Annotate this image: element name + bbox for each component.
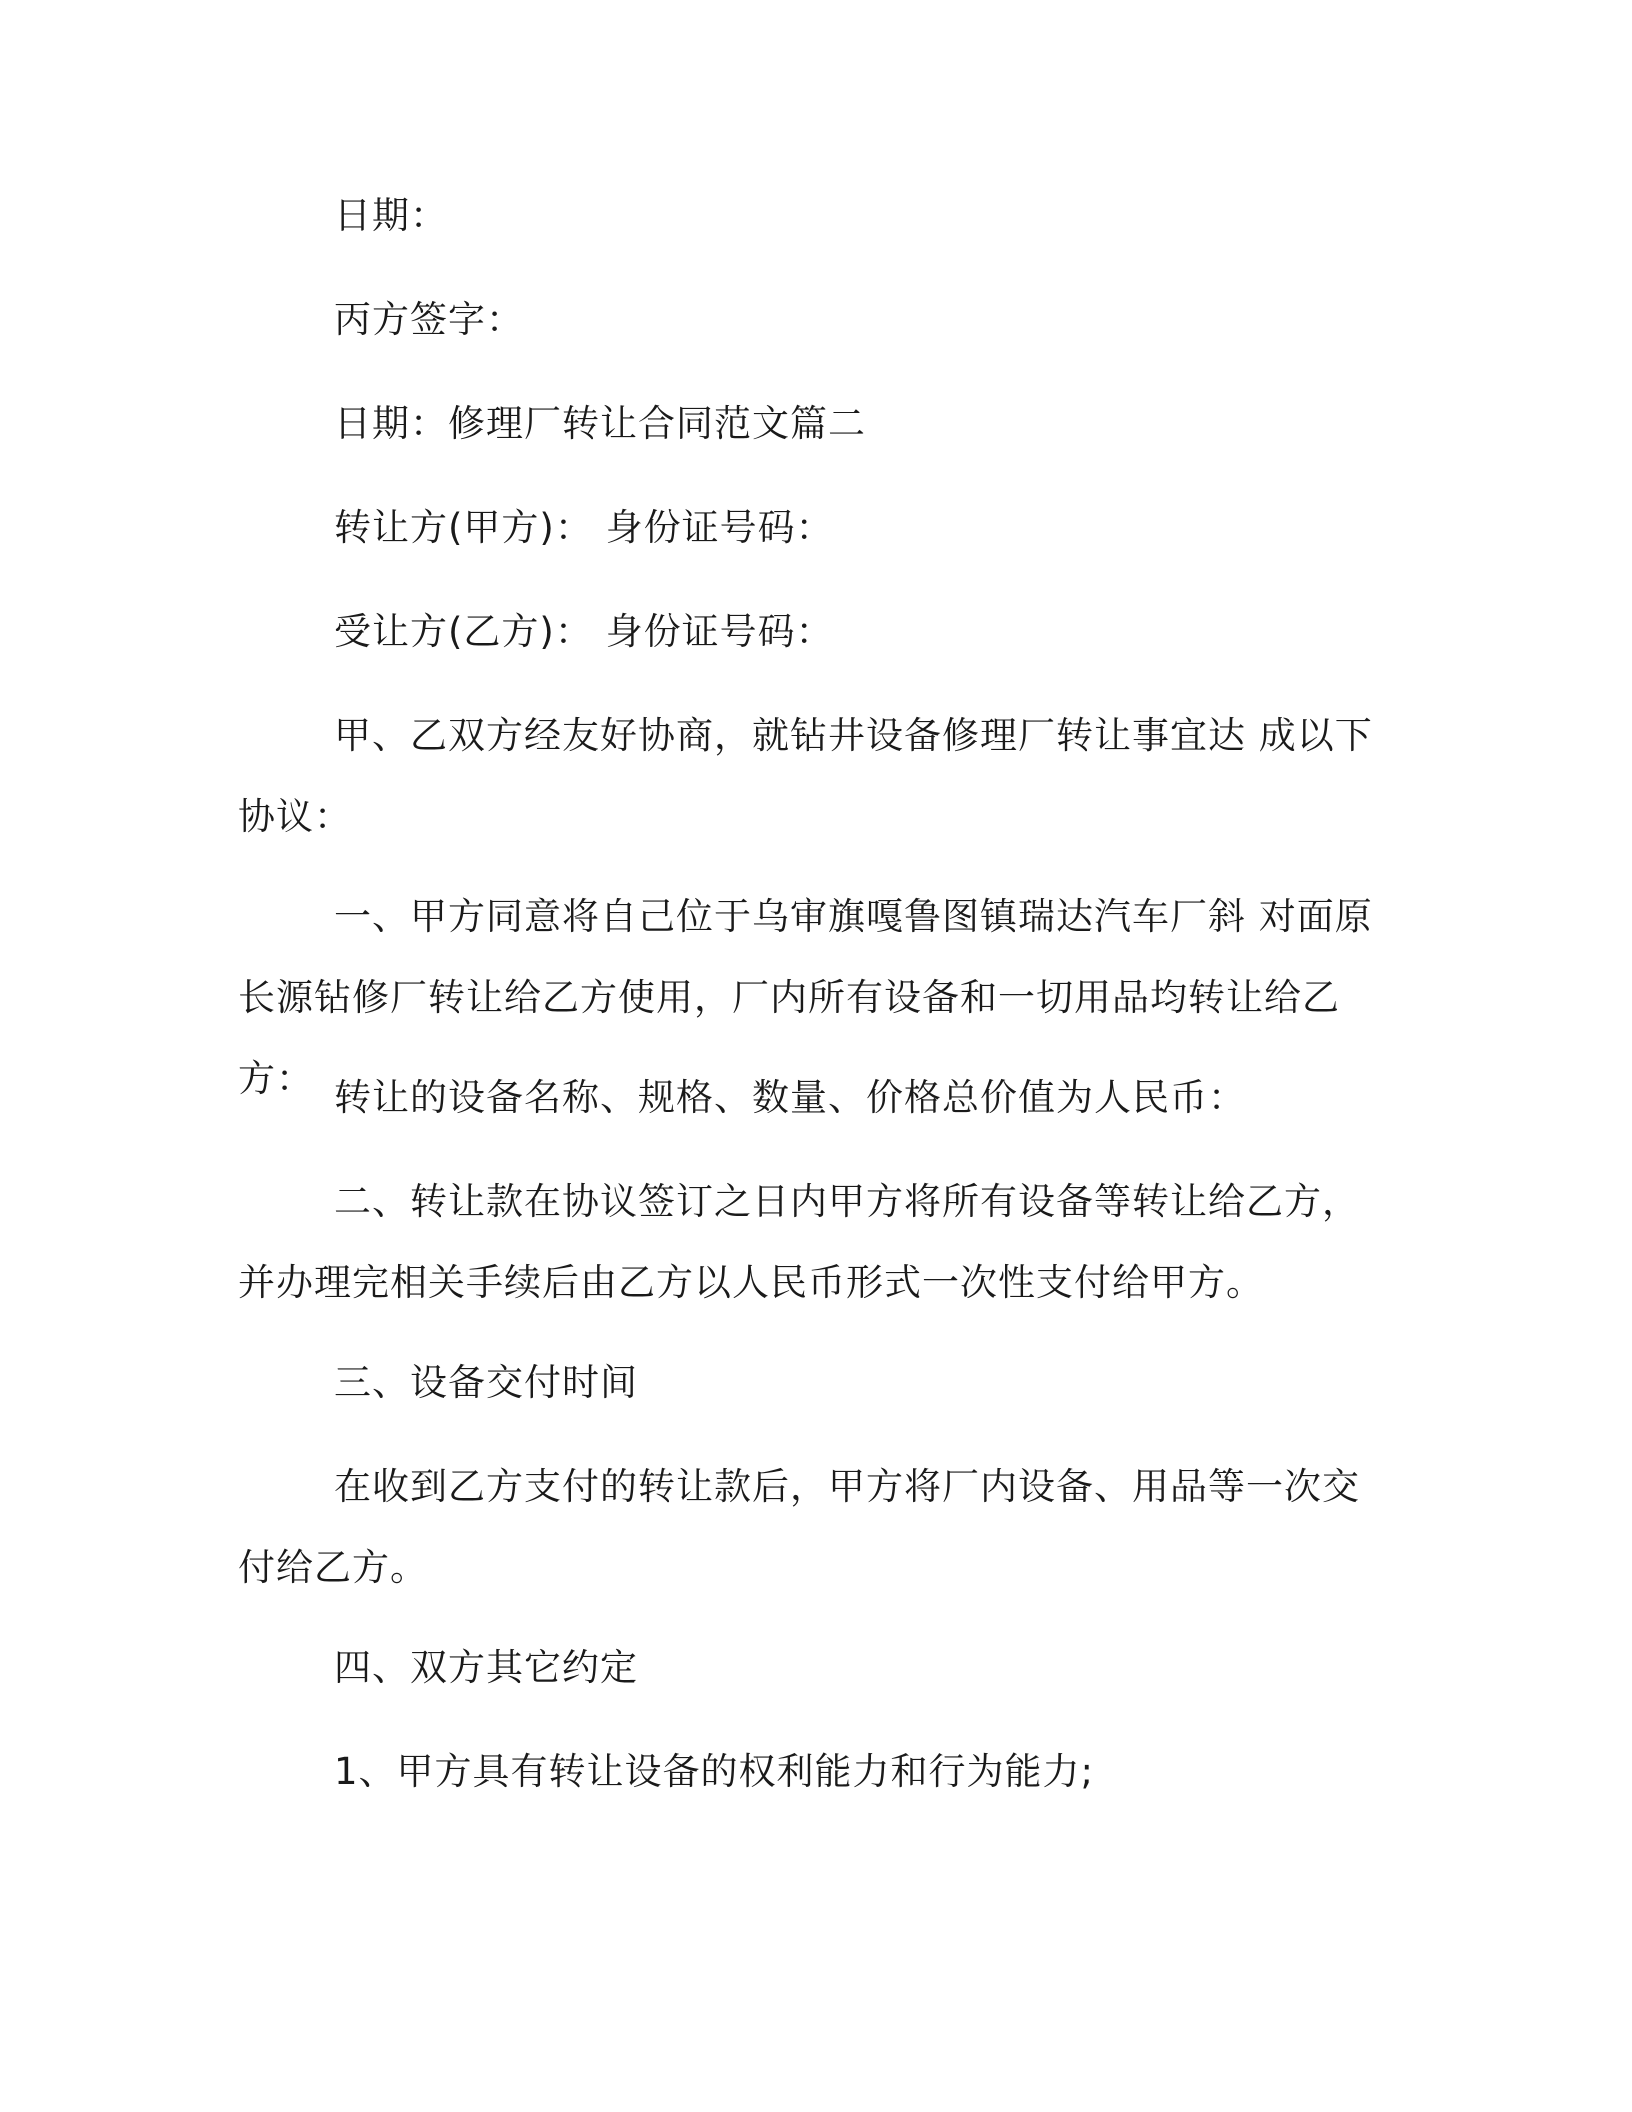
clause-4-heading: 四、双方其它约定 (334, 1646, 638, 1689)
transferee-line: 受让方(乙方)： 身份证号码： (334, 610, 834, 653)
clause-4-item-1: 1、甲方具有转让设备的权利能力和行为能力; (334, 1750, 1095, 1793)
date-line-1: 日期： (334, 194, 448, 237)
equipment-value-paragraph: 转让的设备名称、规格、数量、价格总价值为人民币： (334, 1076, 1246, 1119)
date-title-line: 日期：修理厂转让合同范文篇二 (334, 402, 866, 445)
clause-2-paragraph: 二、转让款在协议签订之日内甲方将所有设备等转让给乙方，并办理完相关手续后由乙方以人民币形式一次性支付给甲方。 (238, 1180, 1360, 1304)
preamble-paragraph: 甲、乙双方经友好协商，就钻井设备修理厂转让事宜达 成以下协议： (238, 714, 1373, 838)
delivery-paragraph: 在收到乙方支付的转让款后，甲方将厂内设备、用品等一次交付给乙方。 (238, 1465, 1360, 1589)
clause-1-paragraph: 一、甲方同意将自己位于乌审旗嘎鲁图镇瑞达汽车厂斜 对面原长源钻修厂转让给乙方使用，厂内所有设备和一切用品均转让给乙方： (238, 895, 1373, 1100)
transferor-line: 转让方(甲方)： 身份证号码： (334, 506, 834, 549)
clause-3-heading: 三、设备交付时间 (334, 1361, 638, 1404)
party-c-signature-line: 丙方签字： (334, 298, 524, 341)
